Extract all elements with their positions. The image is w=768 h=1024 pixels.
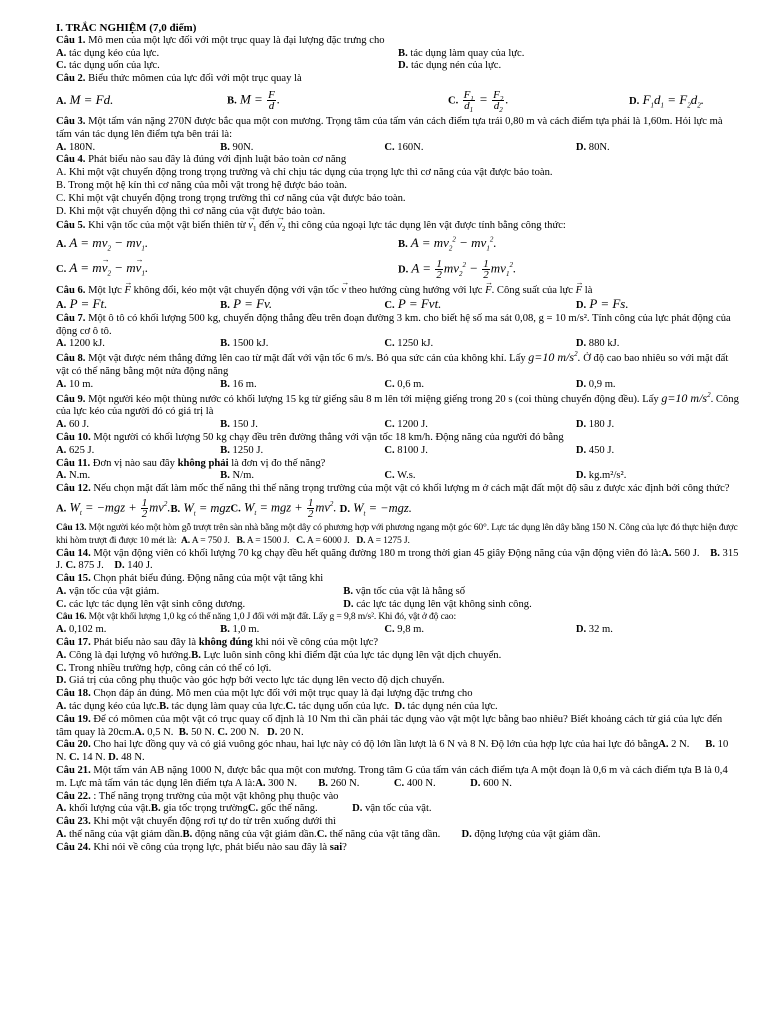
option-b[interactable]: B. $W_t$ = mgz: [170, 500, 231, 517]
option-b[interactable]: B. 260 N.: [318, 777, 360, 789]
option-d[interactable]: D. 80N.: [575, 141, 610, 153]
option-b[interactable]: B. 315 J.: [56, 547, 739, 572]
q15-options-row2: [56, 599, 740, 612]
option-a[interactable]: A. Khi một vật chuyển động trong trọng trường và chỉ chịu tác dụng của trọng lực thì cơ năng của vật được bảo toàn.: [56, 167, 553, 179]
question-9: Câu 9. Một người kéo một thùng nước có khối lượng 15 kg từ giếng sâu 8 m lên tới miệng giếng trong 20 s (coi thùng chuyển động đều). Lấy g=10 $m/s^2$. Công của lực kéo của người đó có giá trị là: [56, 390, 739, 418]
question-text: Mô men của một lực đối với một trục quay là đại lượng đặc trưng cho: [88, 34, 385, 46]
option-a[interactable]: A. 560 J.: [661, 547, 700, 559]
option-c[interactable]: C. 1200 J.: [384, 419, 428, 431]
option-b[interactable]: B. vận tốc của vật là hằng số: [343, 585, 466, 597]
option-c[interactable]: C. 14 N.: [68, 752, 106, 764]
option-d[interactable]: D. vận tốc của vật.: [352, 803, 432, 815]
option-d[interactable]: D. $W_t = -mgz$.: [339, 500, 412, 517]
question-16: Câu 16. Một vật khối lượng 1,0 kg có thế năng 1,0 J đối với mặt đất. Lấy g = 9,8 m/s². Khi đó, vật ở độ cao:: [56, 611, 456, 623]
question-4: Câu 4. Phát biểu nào sau đây là đúng với định luật bảo toàn cơ năng: [56, 154, 347, 166]
option-c[interactable]: C. $\frac{F_1}{d_1}$ = $\frac{F_2}{d_2}$ .: [448, 89, 509, 115]
q1-options-row2: [56, 60, 740, 73]
option-b[interactable]: B. 10 N.: [56, 739, 729, 764]
option-c[interactable]: C. gốc thế năng.: [247, 803, 318, 815]
option-b[interactable]: B. động năng của vật giảm dần.: [182, 829, 317, 841]
option-b[interactable]: B. 1,0 m.: [220, 624, 260, 636]
option-a[interactable]: A. N.m.: [56, 470, 91, 482]
q17-options-ab: [56, 650, 740, 663]
question-21: Câu 21. Một tấm ván AB nặng 1000 N, được bắc qua một con mương. Trong tâm G của tấm ván cách điểm tựa A một đoạn là 0,6 m và cách điểm tựa B là 0,4 m. Lực mà tấm ván tác dụng lên điểm tựa A là:A. 300 N. B. 260 N. C. 400 N. D. 600 N.: [56, 765, 728, 789]
option-d[interactable]: D. 880 kJ.: [575, 338, 620, 350]
question-12: Câu 12. Nếu chọn mặt đất làm mốc thế năng thì thế năng trọng trường của một vật có khối lượng m ở cách mặt đất một độ sâu z được xác định bởi công thức?: [56, 483, 730, 495]
option-c[interactable]: C. 875 J.: [65, 560, 104, 572]
option-d[interactable]: D. động lượng của vật giảm dần.: [461, 829, 601, 841]
q22-options: [56, 803, 740, 816]
option-a[interactable]: A. 1200 kJ.: [56, 338, 105, 350]
q12-options: [56, 496, 740, 522]
option-a[interactable]: A. A = 750 J.: [180, 534, 230, 546]
question-17: Câu 17. Phát biểu nào sau đây là không đúng khi nói về công của một lực?: [56, 637, 379, 649]
question-11: Câu 11. Đơn vị nào sau đây không phải là đơn vị đo thế năng?: [56, 457, 326, 469]
option-c[interactable]: C. W.s.: [384, 470, 416, 482]
option-a[interactable]: A. tác dụng kéo của lực.: [56, 701, 160, 713]
q15-options-row1: [56, 586, 740, 599]
question-22: Câu 22. : Thế năng trọng trường của một vật không phụ thuộc vào: [56, 790, 339, 802]
question-3: Câu 3. Một tấm ván nặng 270N được bắc qua một con mương. Trọng tâm của tấm ván cách điểm tựa trái 0,80 m và cách điểm tựa phải là 1,60m. Hỏi lực mà tấm ván tác dụng lên điểm tựa bên trái là:: [56, 115, 723, 140]
question-23: Câu 23. Khi một vật chuyển động rơi tự do từ trên xuống dưới thì: [56, 816, 337, 828]
option-b[interactable]: B. 150 J.: [220, 419, 258, 431]
q5-options-row1: [56, 233, 740, 255]
option-a[interactable]: A. 0,102 m.: [56, 624, 107, 636]
question-19: Câu 19. Để có mômen của một vật có trục quay cố định là 10 Nm thì cần phải tác dụng vào vật một lực bằng bao nhiêu? Biết khoảng cách từ giá của lực đến tâm quay là 20cm.A. 0,5 N. B. 50 N. C. 200 N. D. 20 N.: [56, 713, 723, 738]
option-a[interactable]: A. 10 m.: [56, 378, 94, 390]
option-a[interactable]: A. $A = mv_2 - mv_1$.: [56, 235, 149, 253]
option-b[interactable]: B. Trong một hệ kín thì cơ năng của mỗi vật trong hệ được bảo toàn.: [56, 179, 347, 191]
q8-options: [56, 379, 740, 392]
option-a[interactable]: A. tác dụng kéo của lực.: [56, 47, 160, 59]
option-c[interactable]: C. tác dụng uốn của lực.: [285, 701, 390, 713]
option-a[interactable]: A. P = Ft.: [56, 295, 108, 311]
q18-options: [56, 701, 740, 714]
option-c[interactable]: C. $A = m\to v_2 - m\to v_1$.: [56, 262, 398, 277]
option-c[interactable]: C. P = Fvt.: [384, 295, 442, 311]
option-b[interactable]: B. 1250 J.: [220, 444, 264, 456]
q7-options: [56, 338, 740, 351]
option-d[interactable]: D. 32 m.: [575, 624, 613, 636]
option-d[interactable]: D. Giá trị của công phụ thuộc vào góc hợp bởi vecto lực tác dụng lên vecto độ dịch chuyển.: [56, 675, 445, 687]
option-c[interactable]: C. $W_t$ = mgz + $\frac{1}{2}$ $mv^2$.: [230, 497, 337, 521]
option-d[interactable]: D. 140 J.: [114, 560, 153, 572]
option-a[interactable]: A. khối lượng của vật.: [56, 803, 151, 815]
option-c[interactable]: C. thế năng của vật tăng dần.: [316, 829, 441, 841]
option-d[interactable]: D. 0,9 m.: [575, 378, 616, 390]
question-7: Câu 7. Một ô tô có khối lượng 500 kg, chuyển động thẳng đều trên đoạn đường 3 km. cho biết hệ số ma sát 0,08, g = 10 m/s². Tính công của lực phát động của động cơ ô tô.: [56, 312, 731, 337]
option-b[interactable]: B. M = $\frac{F}{d}$ .: [227, 89, 281, 113]
option-c[interactable]: C. Khi một vật chuyển động trong trọng trường thì cơ năng của vật được bảo toàn.: [56, 192, 406, 204]
option-b[interactable]: B. Lực luôn sinh công khi điểm đặt của lực tác dụng lên vật dịch chuyển.: [191, 649, 502, 661]
question-8: Câu 8. Một vật được ném thẳng đứng lên cao từ mặt đất với vận tốc 6 m/s. Bỏ qua sức cản của không khí. Lấy g=10 $m/s^2$. Ở độ cao bao nhiêu so với mặt đất vật có thế năng bằng một nửa động năng: [56, 350, 729, 377]
option-d[interactable]: D. A = $\frac{1}{2}$ $mv_2^2$ − $\frac{1}{2}$ $mv_1^2$.: [398, 257, 517, 281]
q11-options: [56, 470, 740, 483]
question-20: Câu 20. Cho hai lực đồng quy và có giá vuông góc nhau, hai lực này có độ lớn lần lượt là 6 N và 8 N. Độ lớn của hợp lực của hai lực đó bằngA. 2 N. B. 10 N. C. 14 N. D. 48 N.: [56, 739, 729, 764]
q10-options: [56, 445, 740, 458]
option-b[interactable]: B. 1500 kJ.: [220, 338, 269, 350]
option-b[interactable]: B. 90N.: [220, 141, 254, 153]
option-c[interactable]: C. 9,8 m.: [384, 624, 425, 636]
question-10: Câu 10. Một người có khối lượng 50 kg chạy đều trên đường thẳng với vận tốc 18 km/h. Động năng của người đó bằng: [56, 431, 564, 443]
option-b[interactable]: B. tác dụng làm quay của lực.: [398, 47, 525, 59]
option-d[interactable]: D. 450 J.: [575, 444, 615, 456]
option-d[interactable]: D. các lực tác dụng lên vật không sinh công.: [343, 598, 532, 610]
question-6: Câu 6. Một lực → F không đổi, kéo một vật chuyển động với vận tốc → v theo hướng cùng hướng với lực → F. Công suất của lực → F là: [56, 285, 740, 298]
option-d[interactable]: D. Khi một vật chuyển động thì cơ năng của vật được bảo toàn.: [56, 205, 326, 217]
option-c[interactable]: C. 400 N.: [393, 777, 436, 789]
option-b[interactable]: B. N/m.: [220, 470, 255, 482]
question-5: Câu 5. Khi vận tốc của một vật biến thiên từ → $v_1$ đến → $v_2$ thì công của ngoại lực tác dụng lên vật được tính bằng công thức:: [56, 220, 740, 233]
question-18: Câu 18. Chọn đáp án đúng. Mô men của một lực đối với một trục quay là đại lượng đặc trưng cho: [56, 688, 473, 700]
option-a[interactable]: A. 300 N.: [255, 777, 297, 789]
option-d[interactable]: D. kg.m²/s².: [575, 470, 627, 482]
option-c[interactable]: C. A = 6000 J.: [296, 534, 350, 546]
option-a[interactable]: A. 180N.: [56, 141, 96, 153]
question-24: Câu 24. Khi nói về công của trọng lực, phát biểu nào sau đây là sai?: [56, 841, 347, 853]
question-number: Câu 1.: [56, 34, 86, 46]
q23-options: [56, 829, 740, 842]
option-d[interactable]: D. tác dụng nén của lực.: [394, 701, 498, 713]
option-b[interactable]: B. A = 1500 J.: [236, 534, 290, 546]
option-a[interactable]: A. 60 J.: [56, 419, 89, 431]
option-d[interactable]: D. tác dụng nén của lực.: [398, 60, 502, 72]
option-c[interactable]: C. 1250 kJ.: [384, 338, 434, 350]
option-d[interactable]: D. $F_1d_1 = F_2d_2$.: [629, 91, 704, 110]
option-d[interactable]: D. P = Fs.: [575, 295, 629, 311]
option-a[interactable]: A. 2 N.: [658, 739, 690, 751]
option-c[interactable]: C. Trong nhiều trường hợp, công cản có thể có lợi.: [56, 662, 272, 674]
q3-options: [56, 142, 740, 155]
option-a[interactable]: A. 625 J.: [56, 444, 95, 456]
question-13: Câu 13. Một người kéo một hòm gỗ trượt trên sàn nhà bằng một dây có phương hợp với phương ngang một góc 60°. Lực tác dụng lên dây bằng 150 N. Công của lực đó thực hiện được khi hòm trượt đi được 10 mét là: A. A = 750 J. B. A = 1500 J. C. A = 6000 J. D. A = 1275 J.: [56, 521, 738, 546]
question-14: Câu 14. Một vận động viên có khối lượng 70 kg chạy đều hết quãng đường 180 m trong thời gian 45 giây Động năng của vận động viên đó là:A. 560 J. B. 315 J. C. 875 J. D. 140 J.: [56, 547, 739, 572]
question-2: Câu 2. Biểu thức mômen của lực đối với một trục quay là: [56, 73, 302, 85]
option-d[interactable]: D. 600 N.: [470, 777, 512, 789]
option-b[interactable]: B. tác dụng làm quay của lực.: [159, 701, 286, 713]
option-c[interactable]: C. các lực tác dụng lên vật sinh công dương.: [56, 598, 246, 610]
option-c[interactable]: C. tác dụng uốn của lực.: [56, 60, 160, 72]
option-b[interactable]: B. gia tốc trọng trường: [150, 803, 248, 815]
option-a[interactable]: A. $W_t = -mgz$ + $\frac{1}{2}$ $mv^2$.: [56, 497, 171, 521]
option-d[interactable]: D. 20 N.: [267, 726, 304, 738]
option-b[interactable]: B. $A = mv_2^2 - mv_1^2$.: [398, 235, 497, 253]
option-c[interactable]: C. 160N.: [384, 141, 424, 153]
option-a[interactable]: A. vận tốc của vật giảm.: [56, 585, 160, 597]
option-c[interactable]: C. 200 N.: [217, 726, 260, 738]
q5-options-row2: [56, 255, 740, 283]
option-b[interactable]: B. 16 m.: [220, 378, 257, 390]
option-c[interactable]: C. 0,6 m.: [384, 378, 425, 390]
q1-options-row1: [56, 48, 740, 61]
option-c[interactable]: C. 8100 J.: [384, 444, 428, 456]
option-a[interactable]: A. 0,5 N.: [134, 726, 174, 738]
option-b[interactable]: B. 50 N.: [178, 726, 215, 738]
option-a[interactable]: A. Công là đại lượng vô hướng.: [56, 649, 192, 661]
option-d[interactable]: D. 48 N.: [108, 752, 145, 764]
section-title: I. TRẮC NGHIỆM (7,0 điểm): [56, 22, 197, 34]
option-a[interactable]: A. thế năng của vật giảm dần.: [56, 829, 183, 841]
q9-options: [56, 419, 740, 432]
q16-options: [56, 624, 740, 637]
question-15: Câu 15. Chọn phát biểu đúng. Động năng của một vật tăng khi: [56, 573, 324, 585]
q2-options: [56, 86, 740, 116]
q6-options: [56, 295, 740, 313]
option-a[interactable]: A. M = Fd.: [56, 91, 114, 107]
option-d[interactable]: D. A = 1275 J.: [356, 534, 410, 546]
question-1: [56, 35, 740, 48]
option-d[interactable]: D. 180 J.: [575, 419, 615, 431]
option-b[interactable]: B. P = Fv.: [220, 295, 273, 311]
